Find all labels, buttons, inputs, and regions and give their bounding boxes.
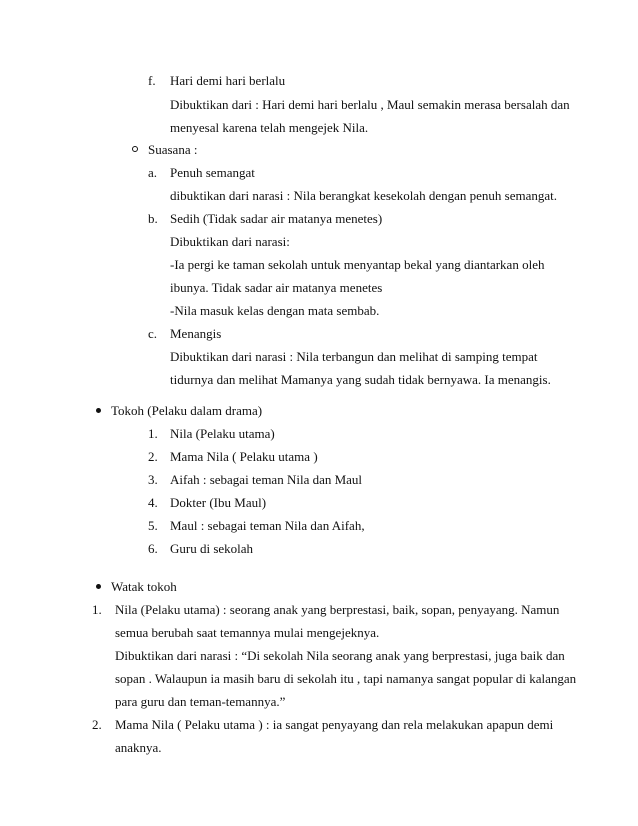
list-marker: f.	[148, 73, 156, 88]
list-item: Maul : sebagai teman Nila dan Aifah,	[170, 518, 365, 533]
list-marker: a.	[148, 165, 158, 180]
text-line: Dibuktikan dari narasi:	[170, 234, 290, 249]
text-line: tidurnya dan melihat Mamanya yang sudah tidak bernyawa. Ia menangis.	[170, 372, 551, 387]
text-line: Dibuktikan dari narasi : Nila terbangun dan melihat di samping tempat	[170, 349, 538, 364]
text-line: ibunya. Tidak sadar air matanya menetes	[170, 280, 383, 295]
bullet-icon	[96, 408, 101, 413]
text-line: sopan . Walaupun ia masih baru di sekolah itu , tapi namanya sangat popular di kalangan	[115, 671, 577, 686]
list-marker: b.	[148, 211, 158, 226]
list-marker: 6.	[148, 541, 158, 556]
section-label: Suasana :	[148, 142, 198, 157]
list-marker: 3.	[148, 472, 158, 487]
list-marker: 5.	[148, 518, 158, 533]
list-item: Nila (Pelaku utama)	[170, 426, 275, 441]
text-line: Dibuktikan dari : Hari demi hari berlalu , Maul semakin merasa bersalah dan	[170, 97, 570, 112]
list-item-title: Sedih (Tidak sadar air matanya menetes)	[170, 211, 383, 226]
text-line: Mama Nila ( Pelaku utama ) : ia sangat penyayang dan rela melakukan apapun demi	[115, 717, 554, 732]
text-line: para guru dan teman-temannya.”	[115, 694, 286, 709]
list-item: Aifah : sebagai teman Nila dan Maul	[170, 472, 363, 487]
list-marker: 1.	[92, 602, 102, 617]
list-item: Mama Nila ( Pelaku utama )	[170, 449, 318, 464]
text-line: anaknya.	[115, 740, 162, 755]
list-marker: 2.	[92, 717, 102, 732]
bullet-icon	[96, 584, 101, 589]
list-item: Dokter (Ibu Maul)	[170, 495, 267, 510]
list-marker: 1.	[148, 426, 158, 441]
list-marker: 4.	[148, 495, 158, 510]
list-item-title: Hari demi hari berlalu	[170, 73, 286, 88]
section-heading: Watak tokoh	[111, 579, 177, 594]
text-line: -Ia pergi ke taman sekolah untuk menyantap bekal yang diantarkan oleh	[170, 257, 545, 272]
text-line: -Nila masuk kelas dengan mata sembab.	[170, 303, 380, 318]
text-line: Dibuktikan dari narasi : “Di sekolah Nila seorang anak yang berprestasi, juga baik dan	[115, 648, 565, 663]
circle-bullet-icon	[132, 146, 138, 152]
section-heading: Tokoh (Pelaku dalam drama)	[111, 403, 263, 418]
list-item: Guru di sekolah	[170, 541, 254, 556]
list-marker: 2.	[148, 449, 158, 464]
list-item-title: Penuh semangat	[170, 165, 255, 180]
list-item-title: Menangis	[170, 326, 222, 341]
text-line: dibuktikan dari narasi : Nila berangkat kesekolah dengan penuh semangat.	[170, 188, 557, 203]
text-line: semua berubah saat temannya mulai mengejeknya.	[115, 625, 380, 640]
text-line: menyesal karena telah mengejek Nila.	[170, 120, 369, 135]
list-marker: c.	[148, 326, 158, 341]
text-line: Nila (Pelaku utama) : seorang anak yang berprestasi, baik, sopan, penyayang. Namun	[115, 602, 560, 617]
